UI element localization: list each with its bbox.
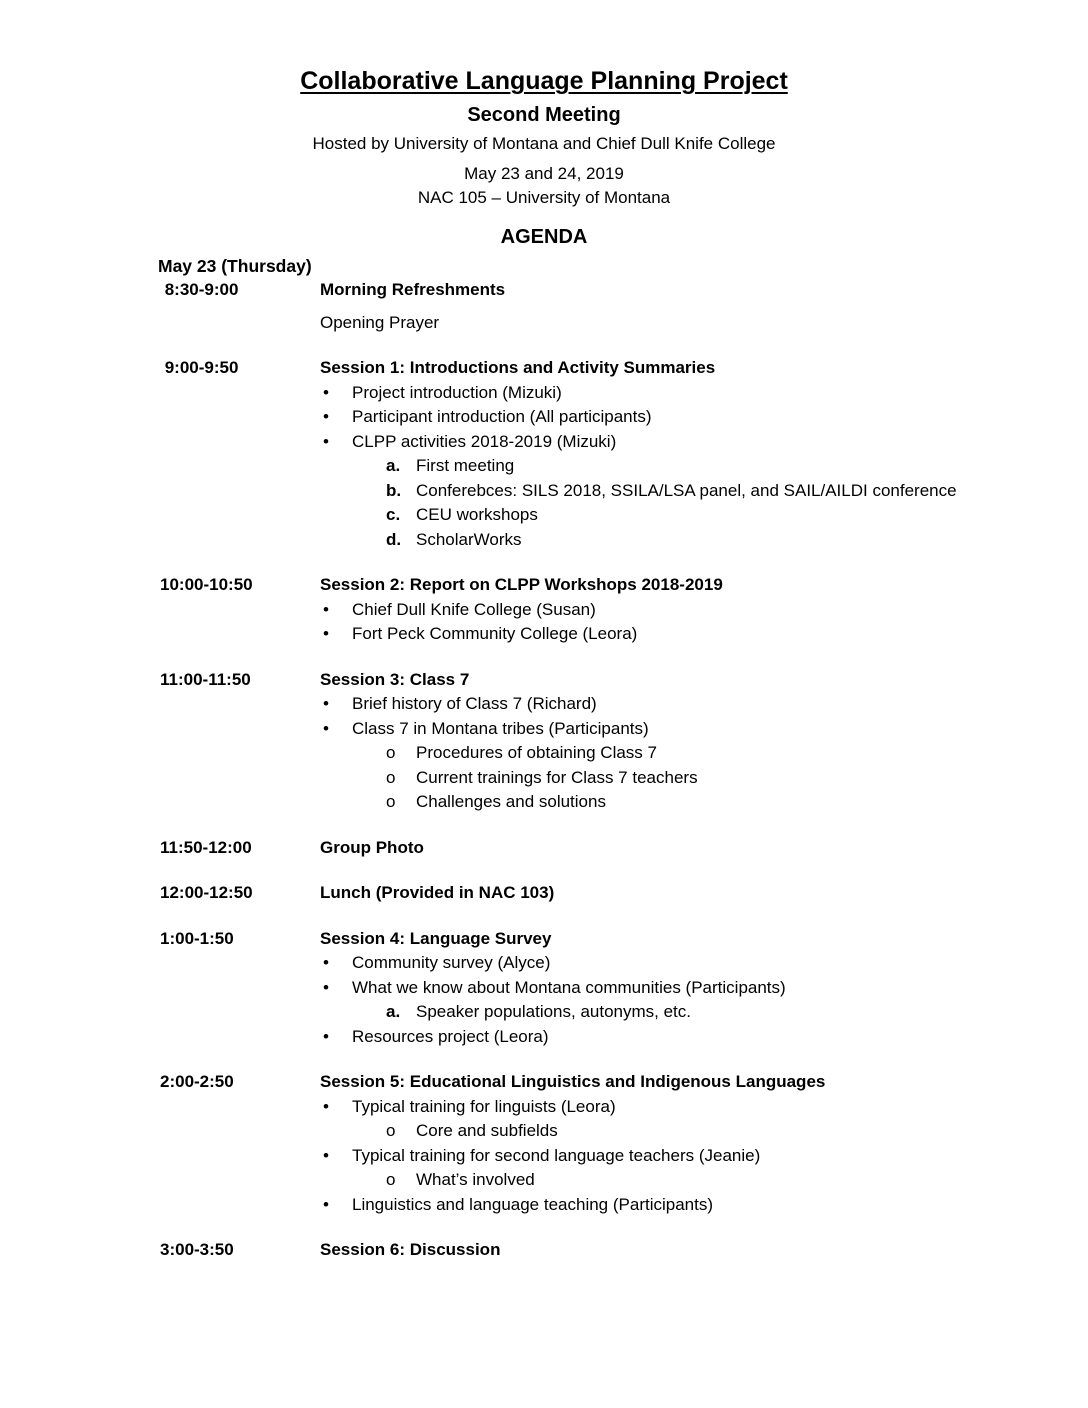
hosted-by-line: Hosted by University of Montana and Chief Dull Knife College (312, 134, 776, 153)
letter-marker: c. (386, 505, 401, 524)
circle-bullet-icon: o (386, 792, 396, 811)
agenda-row-content (320, 836, 1088, 861)
bullet-icon: • (323, 624, 329, 643)
bullet-list-item (320, 1095, 1048, 1120)
bullet-list-item (320, 598, 1048, 623)
bullet-list-item (320, 381, 1048, 406)
list-item-text: Class 7 in Montana tribes (Participants) (352, 718, 649, 738)
list-item-text: What’s involved (416, 1170, 535, 1189)
bullet-list-item (320, 405, 1048, 430)
bullet-icon: • (323, 1026, 329, 1046)
list-item-text: First meeting (416, 456, 515, 475)
agenda-row (160, 836, 1088, 861)
list-item-text: CLPP activities 2018-2019 (Mizuki) (352, 431, 617, 451)
bullet-icon: • (323, 694, 329, 713)
agenda-heading: AGENDA (500, 226, 588, 248)
time-slot: 9:00-9:50 (160, 358, 239, 377)
list-item-text: Chief Dull Knife College (Susan) (352, 599, 596, 619)
meeting-subtitle: Second Meeting (467, 104, 621, 126)
session-title: Lunch (Provided in NAC 103) (320, 883, 555, 902)
letter-list-item (320, 1000, 1048, 1025)
list-item-text: Typical training for second language teachers (Jeanie) (352, 1145, 761, 1165)
circle-list-item (320, 790, 1048, 815)
bullet-list-item (320, 1025, 1048, 1050)
agenda-row (160, 668, 1088, 815)
agenda-row-content (320, 573, 1088, 647)
letter-list-item (320, 528, 1048, 553)
bullet-icon: • (323, 407, 329, 426)
bullet-icon: • (323, 977, 329, 997)
list-item-text: Fort Peck Community College (Leora) (352, 624, 638, 643)
circle-list-item (320, 766, 1048, 791)
list-item-text: Current trainings for Class 7 teachers (416, 767, 698, 787)
list-item-text: Community survey (Alyce) (352, 953, 551, 972)
bullet-list-item (320, 692, 1048, 717)
bullet-list-item (320, 430, 1048, 455)
list-item-text: Speaker populations, autonyms, etc. (416, 1002, 691, 1021)
day-heading: May 23 (Thursday) (158, 256, 312, 276)
agenda-row-content (320, 881, 1088, 906)
circle-list-item (320, 1119, 1048, 1144)
letter-marker: a. (386, 456, 401, 475)
agenda-subline: Opening Prayer (320, 312, 440, 332)
agenda-row-content (320, 1070, 1088, 1217)
list-item-text: Challenges and solutions (416, 792, 606, 811)
agenda-row (160, 1070, 1088, 1217)
letter-list-item (320, 503, 1048, 528)
time-slot: 1:00-1:50 (160, 928, 234, 948)
bullet-list-item (320, 717, 1048, 742)
session-title: Session 4: Language Survey (320, 928, 552, 948)
circle-list-item (320, 1168, 1048, 1193)
agenda-list (160, 278, 1088, 1263)
list-item-text: Core and subfields (416, 1121, 558, 1140)
list-item-text: Linguistics and language teaching (Participants) (352, 1194, 714, 1214)
time-slot: 11:50-12:00 (160, 837, 252, 857)
time-slot: 2:00-2:50 (160, 1072, 234, 1091)
agenda-row (160, 927, 1088, 1050)
agenda-row-content (320, 668, 1088, 815)
bullet-icon: • (323, 1145, 329, 1165)
time-slot: 8:30-9:00 (160, 280, 239, 299)
agenda-row (160, 881, 1088, 906)
agenda-row-content (320, 278, 1088, 335)
bullet-icon: • (323, 431, 329, 451)
bullet-icon: • (323, 1096, 329, 1116)
time-slot: 10:00-10:50 (160, 575, 253, 594)
list-item-text: Resources project (Leora) (352, 1026, 549, 1046)
letter-list-item (320, 479, 1048, 504)
time-slot: 3:00-3:50 (160, 1240, 234, 1259)
document-title-text: Collaborative Language Planning Project (300, 67, 788, 95)
circle-bullet-icon: o (386, 767, 396, 787)
bullet-icon: • (323, 599, 329, 619)
bullet-icon: • (323, 953, 329, 972)
agenda-row (160, 573, 1088, 647)
time-slot: 12:00-12:50 (160, 883, 253, 902)
letter-marker: a. (386, 1002, 401, 1021)
bullet-list-item (320, 976, 1048, 1001)
session-title: Session 1: Introductions and Activity Summaries (320, 358, 716, 377)
session-title: Morning Refreshments (320, 280, 506, 299)
circle-bullet-icon: o (386, 1121, 396, 1140)
session-title: Session 2: Report on CLPP Workshops 2018-2019 (320, 575, 723, 594)
agenda-row (160, 356, 1088, 552)
circle-list-item (320, 741, 1048, 766)
list-item-text: What we know about Montana communities (Participants) (352, 977, 786, 997)
agenda-row-content (320, 927, 1088, 1050)
meeting-venue: NAC 105 – University of Montana (417, 188, 671, 207)
bullet-list-item (320, 1144, 1048, 1169)
session-title: Session 6: Discussion (320, 1240, 501, 1259)
letter-marker: d. (386, 529, 402, 549)
bullet-list-item (320, 622, 1048, 647)
list-item-text: Participant introduction (All participants) (352, 407, 652, 426)
list-item-text: ScholarWorks (416, 529, 522, 549)
session-title: Session 3: Class 7 (320, 669, 470, 689)
list-item-text: Conferebces: SILS 2018, SSILA/LSA panel, and SAIL/AILDI conference (416, 480, 957, 500)
agenda-row-content (320, 1238, 1088, 1263)
agenda-row (160, 1238, 1088, 1263)
session-title: Session 5: Educational Linguistics and Indigenous Languages (320, 1072, 826, 1091)
list-item-text: Project introduction (Mizuki) (352, 382, 562, 402)
bullet-list-item (320, 1193, 1048, 1218)
list-item-text: Procedures of obtaining Class 7 (416, 743, 657, 762)
letter-list-item (320, 454, 1048, 479)
list-item-text: Typical training for linguists (Leora) (352, 1096, 616, 1116)
bullet-icon: • (323, 718, 329, 738)
document-title (0, 66, 1088, 96)
time-slot: 11:00-11:50 (160, 669, 251, 689)
bullet-list-item (320, 951, 1048, 976)
circle-bullet-icon: o (386, 1170, 396, 1189)
session-title: Group Photo (320, 837, 424, 857)
agenda-row-content (320, 356, 1088, 552)
document-header (0, 66, 1088, 250)
circle-bullet-icon: o (386, 743, 396, 762)
bullet-icon: • (323, 1194, 329, 1214)
bullet-icon: • (323, 382, 329, 402)
agenda-row (160, 278, 1088, 335)
list-item-text: CEU workshops (416, 505, 538, 524)
list-item-text: Brief history of Class 7 (Richard) (352, 694, 597, 713)
meeting-dates: May 23 and 24, 2019 (464, 164, 624, 183)
letter-marker: b. (386, 480, 402, 500)
